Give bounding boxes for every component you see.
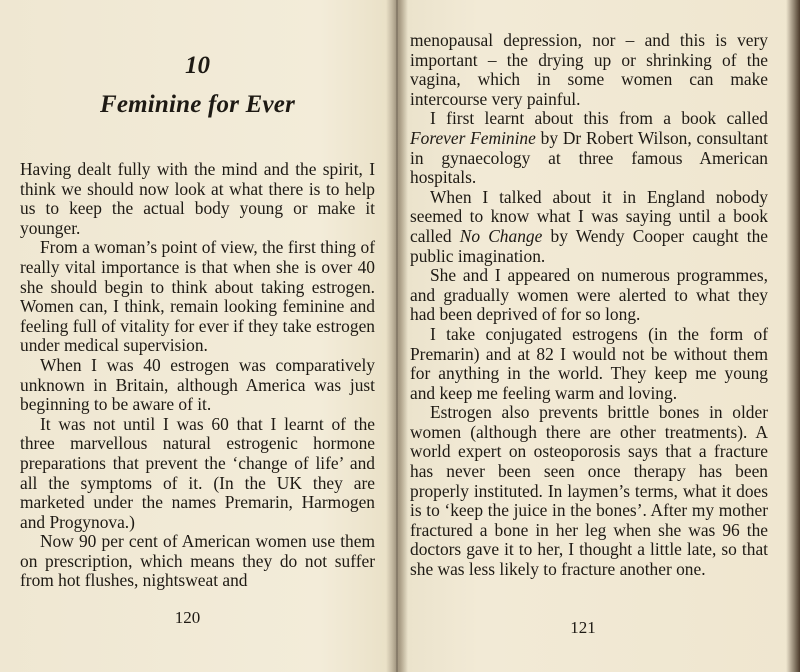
left-page-body bbox=[20, 160, 375, 591]
paragraph: I take conjugated estrogens (in the form of Premarin) and at 82 I would not be without them for anything in the world. They keep me young and keep me feeling warm and loving. bbox=[410, 323, 768, 403]
text-run: I first learnt about this from a book called bbox=[430, 108, 768, 129]
page-edge-shadow bbox=[786, 0, 800, 672]
page-number-right: 121 bbox=[570, 618, 596, 637]
text-run: by Dr Robert Wilson, consultant in gynaecology at three famous American hospitals. bbox=[410, 127, 768, 188]
paragraph: Now 90 per cent of American women use them on prescription, which means they do not suffer from hot flushes, nightsweat and bbox=[20, 531, 375, 591]
paragraph: Estrogen also prevents brittle bones in older women (although there are other treatments). A world expert on osteoporosis says that a fracture has never been seen once therapy has been properly instituted. In laymen’s terms, what it does is to ‘keep the juice in the bones’. After my mother fractured a bone in her leg when she was 96 the doctors gave it to her, I thought a little late, so that she was less likely to fracture another one. bbox=[410, 402, 768, 580]
chapter-number: 10 bbox=[185, 52, 210, 79]
book-title: Forever Feminine bbox=[410, 127, 536, 148]
text-run: When I talked about it in England nobody seemed to know what I was saying until a book called bbox=[410, 186, 768, 246]
paragraph: When I was 40 estrogen was comparatively unknown in Britain, although America was just beginning to be aware of it. bbox=[20, 354, 375, 415]
paragraph: It was not until I was 60 that I learnt of the three marvellous natural estrogenic hormone preparations that prevent the ‘change of life’ and all the symptoms of it. (In the UK they are marketed under the names Premarin, Harmogen and Progynova.) bbox=[20, 413, 375, 532]
paragraph: She and I appeared on numerous programmes, and gradually women were alerted to what they had been deprived of for so long. bbox=[410, 265, 768, 325]
paragraph: From a woman’s point of view, the first thing of really vital importance is that when she is over 40 she should begin to think about taking estrogen. Women can, I think, remain looking feminine and feeling full of vitality for ever if they take estrogen under medical supervision. bbox=[20, 237, 375, 356]
text-run: by Wendy Cooper caught the public imagination. bbox=[410, 225, 768, 266]
page-number-left: 120 bbox=[174, 608, 201, 627]
chapter-title: Feminine for Ever bbox=[99, 91, 296, 118]
book-title: No Change bbox=[459, 225, 543, 246]
paragraph: Having dealt fully with the mind and the spirit, I think we should now look at what there is to help us to keep the actual body young or make it younger. bbox=[20, 159, 375, 238]
paragraph bbox=[410, 188, 768, 266]
right-page-body bbox=[410, 31, 768, 580]
paragraph-continuation: menopausal depression, nor – and this is very important – the drying up or shrinking of the vagina, which in some women can make intercourse very painful. bbox=[410, 30, 768, 109]
book-gutter bbox=[386, 0, 408, 672]
paragraph bbox=[410, 109, 768, 187]
